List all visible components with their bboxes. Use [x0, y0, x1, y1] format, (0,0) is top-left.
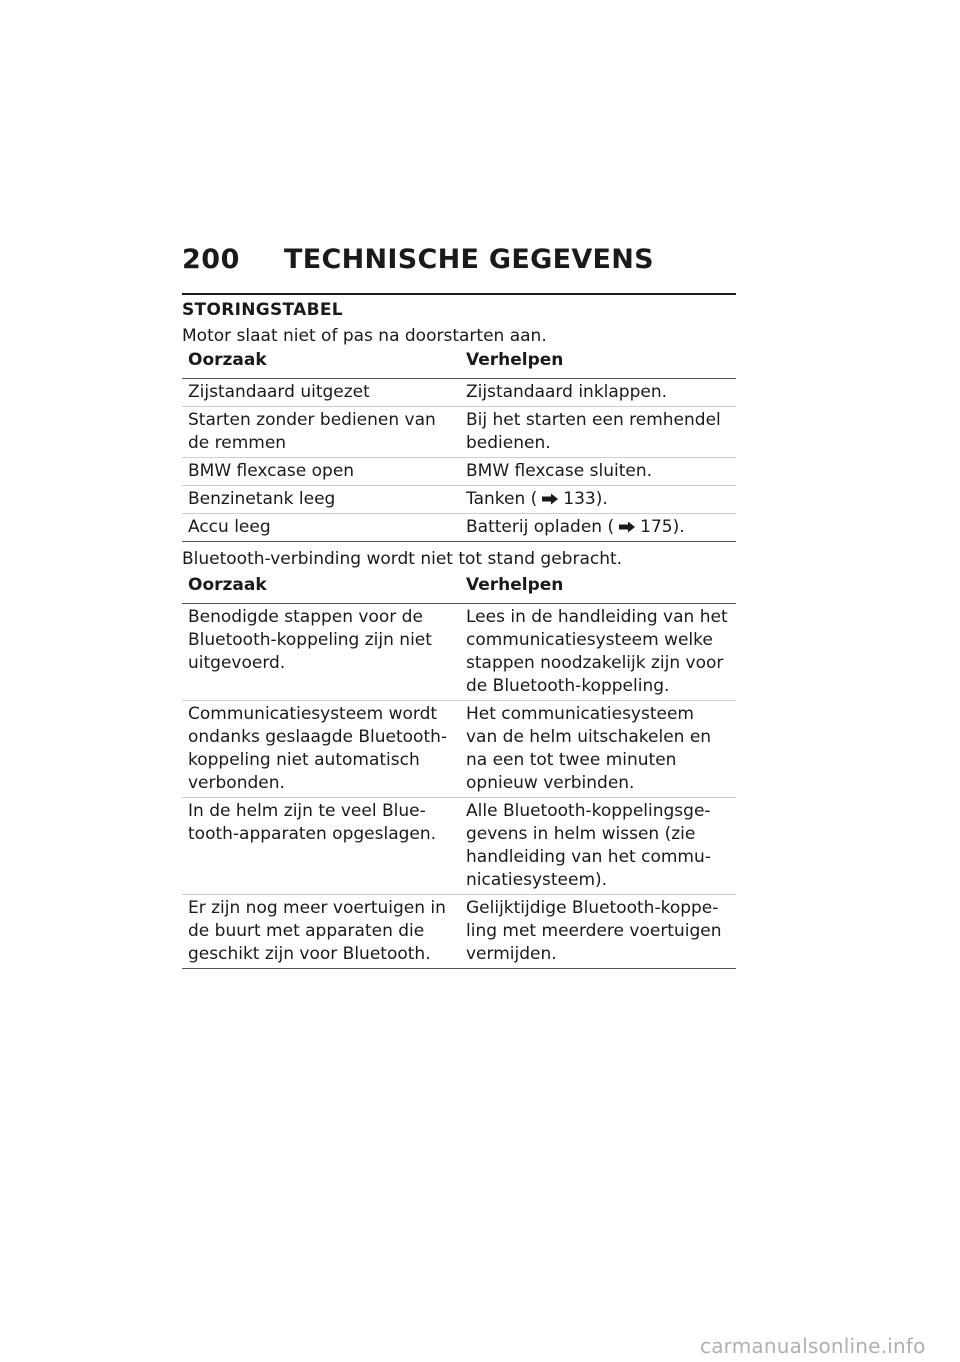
table-row — [182, 379, 736, 407]
table-header-row — [182, 572, 736, 604]
table-row — [182, 486, 736, 514]
chapter-title: TECHNISCHE GEGEVENS — [284, 244, 654, 275]
cause-cell: In de helm zijn te veel Blue-tooth-apparaten opgeslagen. — [182, 798, 460, 895]
table-row — [182, 701, 736, 798]
trouble-table-bluetooth — [182, 572, 736, 969]
header-rule — [182, 293, 736, 295]
fix-text: Tanken — [466, 489, 526, 509]
arrow-right-icon — [541, 493, 559, 505]
watermark: carmanualsonline.info — [700, 1334, 926, 1358]
cause-cell: Zijstandaard uitgezet — [182, 379, 460, 407]
fix-cell: Tanken ( 133). — [460, 486, 736, 514]
column-header-cause: Oorzaak — [182, 347, 460, 379]
column-header-fix: Verhelpen — [460, 347, 736, 379]
fix-cell: Batterij opladen ( 175). — [460, 514, 736, 542]
fix-cell: Lees in de handleiding van het communicatiesysteem welke stappen noodzakelijk zijn voor de Bluetooth-koppeling. — [460, 604, 736, 701]
cause-cell: Er zijn nog meer voertuigen in de buurt met apparaten die geschikt zijn voor Bluetooth. — [182, 895, 460, 969]
fix-cell: Bij het starten een remhendel bedienen. — [460, 407, 736, 458]
cause-cell: Benzinetank leeg — [182, 486, 460, 514]
table-row — [182, 895, 736, 969]
fix-cell: Het communicatiesysteem van de helm uitschakelen en na een tot twee minuten opnieuw verbinden. — [460, 701, 736, 798]
page-reference-link[interactable]: 175). — [640, 517, 685, 537]
fix-cell: Alle Bluetooth-koppelingsge-gevens in helm wissen (zie handleiding van het commu-nicatiesysteem). — [460, 798, 736, 895]
cause-cell: Communicatiesysteem wordt ondanks geslaagde Bluetooth-koppeling niet automatisch verbonden. — [182, 701, 460, 798]
fix-cell: Zijstandaard inklappen. — [460, 379, 736, 407]
arrow-right-icon — [618, 521, 636, 533]
table-2-intro: Bluetooth-verbinding wordt niet tot stand gebracht. — [182, 549, 623, 569]
page-reference-link[interactable]: 133). — [563, 489, 608, 509]
column-header-fix: Verhelpen — [460, 572, 736, 604]
cause-cell: Benodigde stappen voor de Bluetooth-koppeling zijn niet uitgevoerd. — [182, 604, 460, 701]
table-row — [182, 407, 736, 458]
table-row — [182, 458, 736, 486]
cause-cell: Starten zonder bedienen van de remmen — [182, 407, 460, 458]
cause-cell: Accu leeg — [182, 514, 460, 542]
section-title: STORINGSTABEL — [182, 300, 343, 320]
column-header-cause: Oorzaak — [182, 572, 460, 604]
table-row — [182, 798, 736, 895]
page-header — [182, 244, 736, 294]
table-row — [182, 604, 736, 701]
page-number: 200 — [182, 244, 240, 275]
table-header-row — [182, 347, 736, 379]
cause-cell: BMW flexcase open — [182, 458, 460, 486]
fix-cell: BMW flexcase sluiten. — [460, 458, 736, 486]
fix-text: Batterij opladen — [466, 517, 603, 537]
table-1-intro: Motor slaat niet of pas na doorstarten aan. — [182, 326, 547, 346]
fix-cell: Gelijktijdige Bluetooth-koppe-ling met meerdere voertuigen vermijden. — [460, 895, 736, 969]
trouble-table-start — [182, 347, 736, 542]
table-row — [182, 514, 736, 542]
